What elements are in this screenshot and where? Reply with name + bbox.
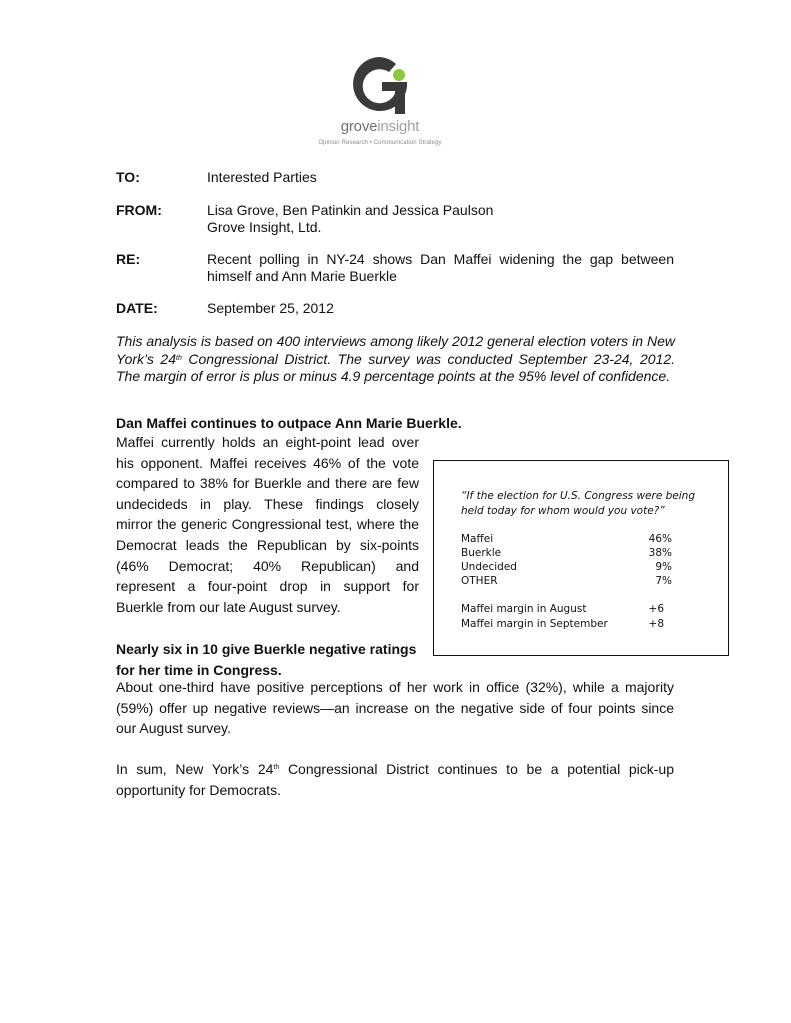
section1-line: his opponent. Maffei receives 46% of the vote: [116, 454, 419, 471]
section2-heading: [116, 639, 416, 680]
poll-row-value: 7%: [655, 575, 672, 587]
intro-text-part2: Congressional District. The survey was conducted September 23-24, 2012. The margin of error is plus or minus 4.9 percentage points at the 95% level of confidence.: [116, 350, 675, 384]
section2-heading-line1: Nearly six in 10 give Buerkle negative ratings: [116, 641, 417, 657]
from-value-line1: Lisa Grove, Ben Patinkin and Jessica Paulson: [207, 202, 494, 218]
section1-line: undecideds in play. These findings closely: [116, 495, 419, 512]
margin-row-value: +8: [648, 618, 664, 630]
section1-heading: Dan Maffei continues to outpace Ann Marie Buerkle.: [116, 415, 462, 431]
intro-superscript: th: [176, 354, 182, 362]
section1-line: compared to 38% for Buerkle and there are few: [116, 475, 419, 492]
re-value-line2: himself and Ann Marie Buerkle: [207, 268, 397, 284]
poll-row-label: Undecided: [461, 561, 517, 573]
closing-paragraph: [116, 759, 674, 800]
grove-insight-g-icon: [300, 52, 460, 118]
closing-line1-part1: In sum, New York’s 24: [116, 761, 274, 777]
closing-line1-part2: Congressional District continues to be a potential pick-up: [279, 761, 674, 777]
poll-question: “If the election for U.S. Congress were being held today for whom would you vote?”: [461, 490, 695, 517]
intro-paragraph: [116, 333, 675, 386]
section2-line: (59%) offer up negative reviews—an increase on the negative side of four points since: [116, 699, 674, 716]
section2-heading-line2: for her time in Congress.: [116, 661, 282, 678]
from-value-line2: Grove Insight, Ltd.: [207, 219, 322, 235]
section1-line: mirror the generic Congressional test, where the: [116, 516, 419, 533]
intro-text-part1: This analysis is based on 400 interviews among likely 2012 general election voters in New York’s 24: [116, 333, 675, 367]
section1-line: Buerkle from our late August survey.: [116, 598, 341, 615]
section1-line: Democrat leads the Republican by six-points: [116, 536, 419, 553]
date-label: DATE:: [116, 300, 158, 316]
margin-row-value: +6: [648, 603, 664, 615]
logo-word-grove: grove: [340, 118, 378, 135]
logo-tagline: Opinion Research • Communication Strategy: [318, 140, 442, 146]
closing-line2: opportunity for Democrats.: [116, 781, 281, 798]
margin-row: [461, 617, 664, 631]
logo-word-insight: insight: [377, 118, 420, 135]
to-value: Interested Parties: [207, 169, 317, 185]
closing-line1: [116, 759, 674, 780]
re-value-line1: Recent polling in NY-24 shows Dan Maffei widening the gap between: [207, 251, 674, 267]
date-value: September 25, 2012: [207, 300, 334, 316]
closing-superscript: th: [273, 764, 280, 771]
logo-wordmark: [300, 118, 460, 135]
poll-row: [461, 546, 672, 560]
margin-row-label: Maffei margin in August: [461, 603, 587, 615]
section2-paragraph: [116, 677, 674, 739]
section1-line: (46% Democrat; 40% Republican) and: [116, 557, 419, 574]
poll-row: [461, 574, 672, 588]
poll-row: [461, 560, 672, 574]
poll-row-label: Maffei: [461, 533, 494, 545]
from-label: FROM:: [116, 202, 162, 218]
to-label: TO:: [116, 169, 140, 185]
section1-line: Maffei currently holds an eight-point lead over: [116, 434, 419, 450]
poll-row-label: OTHER: [461, 575, 498, 587]
poll-row: [461, 532, 672, 546]
poll-row-value: 38%: [648, 547, 672, 559]
section1-paragraph: [116, 432, 419, 617]
poll-row-value: 46%: [648, 533, 672, 545]
section1-line: represent a four-point drop in support for: [116, 578, 419, 595]
grove-insight-logo: [300, 52, 490, 156]
poll-results-box: [433, 460, 729, 656]
re-label: RE:: [116, 251, 141, 267]
re-value: [207, 251, 674, 285]
poll-row-label: Buerkle: [461, 547, 502, 559]
poll-row-value: 9%: [655, 561, 672, 573]
section2-line: our August survey.: [116, 720, 231, 737]
section2-line: About one-third have positive perceptions of her work in office (32%), while a majority: [116, 679, 674, 695]
margin-row: [461, 602, 664, 616]
margin-row-label: Maffei margin in September: [461, 618, 608, 630]
